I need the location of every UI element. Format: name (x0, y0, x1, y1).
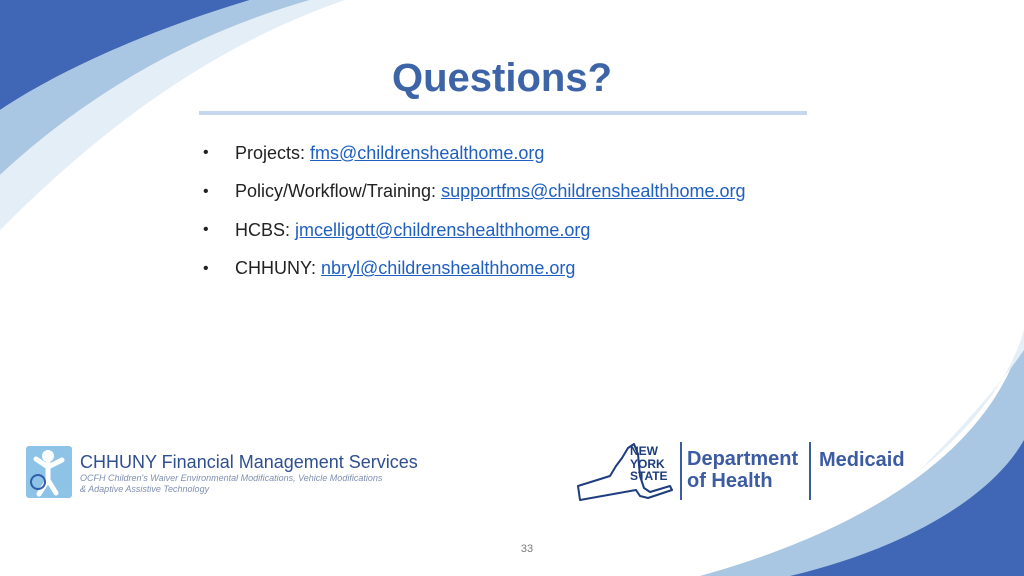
list-item (203, 173, 746, 212)
nys-wordmark (630, 445, 668, 483)
nys-line-state: STATE (630, 469, 668, 483)
chhuny-fms-logo (26, 446, 418, 500)
chhuny-tagline-line-1: OCFH Children's Waiver Environmental Modifications, Vehicle Modifications (80, 473, 383, 483)
slide-title: Questions? (391, 56, 613, 100)
page-number: 33 (520, 543, 534, 555)
dept-line-2: of Health (687, 470, 773, 492)
email-link-hcbs[interactable]: jmcelligott@childrenshealthhome.org (295, 219, 591, 240)
contact-label: HCBS: (235, 219, 291, 240)
chhuny-figure-icon (26, 446, 72, 498)
chhuny-tagline (80, 473, 382, 495)
chhuny-brand-name: CHHUNY Financial Management Services (80, 452, 418, 472)
bullet-icon: • (203, 182, 209, 200)
top-right-area (780, 0, 1024, 260)
bullet-icon: • (203, 259, 209, 277)
nys-line-york: YORK (630, 456, 665, 471)
contact-list (203, 134, 746, 288)
nys-doh-medicaid-logo (576, 440, 916, 504)
list-item (203, 211, 746, 250)
contact-label: Policy/Workflow/Training: (235, 181, 437, 202)
department-of-health-label (687, 448, 798, 492)
logo-divider (680, 442, 682, 500)
contact-label: Projects: (235, 142, 306, 163)
contact-label: CHHUNY: (235, 258, 317, 279)
email-link-policy[interactable]: supportfms@childrenshealthhome.org (441, 181, 746, 202)
list-item (203, 250, 746, 289)
bullet-icon: • (203, 221, 209, 239)
medicaid-label: Medicaid (819, 449, 905, 471)
title-underline (199, 111, 807, 115)
logo-divider (809, 442, 811, 500)
list-item (203, 134, 746, 173)
email-link-projects[interactable]: fms@childrenshealthome.org (310, 142, 545, 163)
nys-line-new: NEW (630, 444, 658, 458)
email-link-chhuny[interactable]: nbryl@childrenshealthhome.org (321, 258, 576, 279)
dept-line-1: Department (687, 448, 799, 470)
chhuny-tagline-line-2: & Adaptive Assistive Technology (80, 484, 210, 494)
bullet-icon: • (203, 144, 209, 162)
